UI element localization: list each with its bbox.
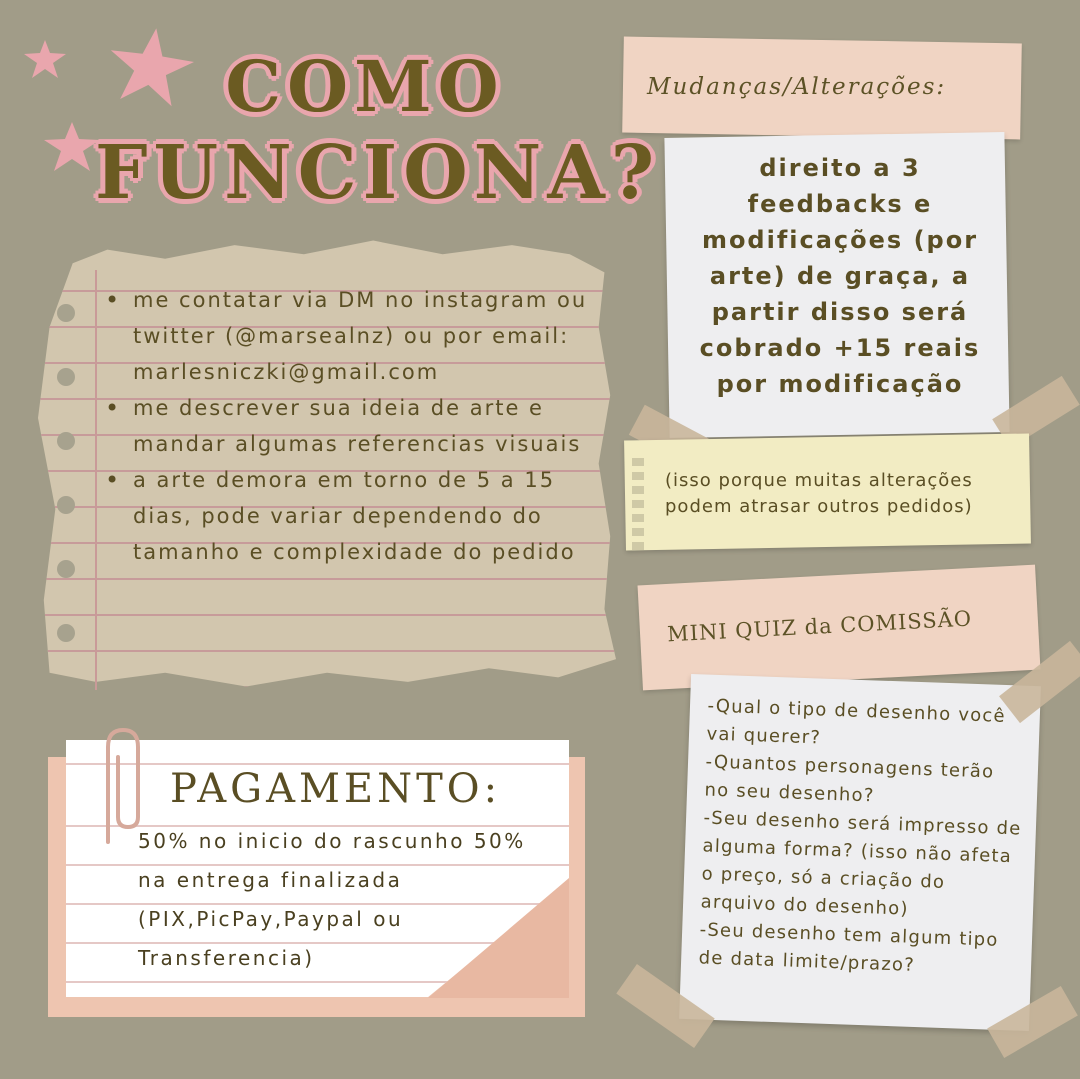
- title-line-1: COMO: [225, 45, 505, 128]
- paper-margin-line: [95, 270, 97, 690]
- list-item: • me descrever sua ideia de arte e mandar algumas referencias visuais: [105, 390, 610, 462]
- list-item: • a arte demora em torno de 5 a 15 dias, pode variar dependendo do tamanho e complexidade do pedido: [105, 462, 610, 570]
- payment-text: 50% no inicio do rascunho 50% na entrega finalizada (PIX,PicPay,Paypal ou Transferencia): [138, 829, 526, 970]
- star-icon: [22, 38, 68, 80]
- paper-hole: [57, 560, 75, 578]
- list-item: • me contatar via DM no instagram ou twitter (@marsealnz) ou por email: marlesniczki@gmail.com: [105, 282, 610, 390]
- paper-hole: [57, 432, 75, 450]
- info-list: [105, 282, 610, 570]
- paper-hole: [57, 368, 75, 386]
- note-tab-edge: [632, 458, 644, 550]
- paper-hole: [57, 496, 75, 514]
- changes-heading: Mudanças/Alterações:: [647, 74, 947, 100]
- title-line-2: FUNCIONA?: [95, 130, 661, 216]
- payment-heading: PAGAMENTO:: [170, 766, 502, 812]
- changes-text: direito a 3 feedbacks e modificações (por arte) de graça, a partir disso será cobrado +15 reais por modificação: [699, 154, 981, 398]
- changes-side-note-text: (isso porque muitas alterações podem atrasar outros pedidos): [665, 470, 973, 517]
- star-icon: [42, 120, 102, 174]
- paper-hole: [57, 304, 75, 322]
- page-title: [95, 45, 661, 216]
- quiz-questions: -Qual o tipo de desenho você vai querer? -Quantos personagens terão no seu desenho? -Seu desenho será impresso de alguma forma? (isso não afeta o preço, só a criação do arquivo do desenho) -Seu desenho tem algum tipo de data limite/prazo?: [698, 695, 1022, 976]
- quiz-heading: MINI QUIZ da COMISSÃO: [666, 606, 973, 647]
- paper-hole: [57, 624, 75, 642]
